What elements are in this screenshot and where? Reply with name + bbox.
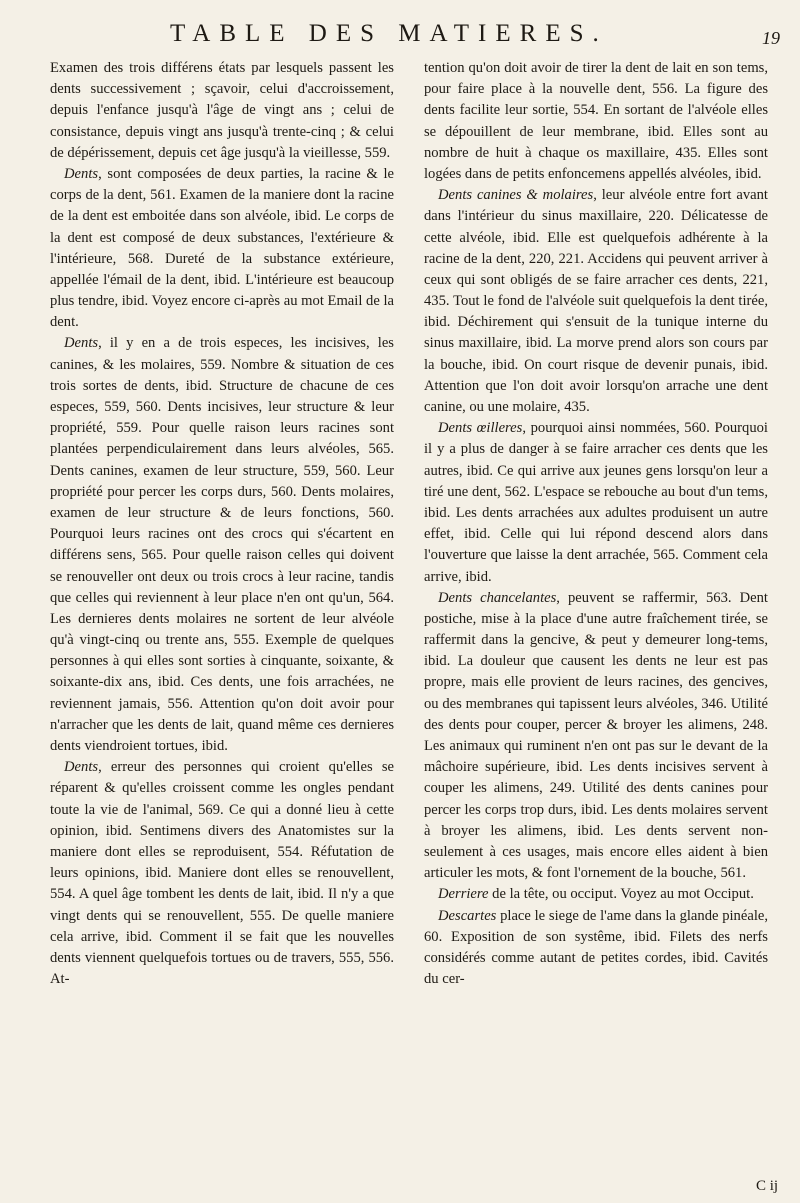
entry-headword: Dents	[64, 335, 99, 352]
entry-paragraph: Descartes place le siege de l'ame dans la glande pinéale, 60. Exposition de son systême, ibid. Filets des nerfs considérés comme autant de petites cordes, ibid. Cavités du cer-	[424, 907, 768, 988]
entry-paragraph: Dents, il y en a de trois especes, les incisives, les canines, & les molaires, 559. Nombre & situation de ces trois sortes de dents, ibid. Structure de chacune de ces especes, 559, 560. Dents incisives, leur structure & leur propriété, 559. Pour quelle raison leurs racines sont plantées perpendiculairement dans leurs alvéoles, 565. Dents canines, examen de leur structure, 559, 560. Leur propriété pour percer les corps durs, 560. Dents molaires, examen de leur structure & de leurs fonctions, 560. Pourquoi leurs racines ont des crocs qui s'écartent en différens sens, 565. Pour quelle raison celles qui doivent se renouveller ont deux ou trois crocs à leur racine, tandis que celles qui reviennent à leur place n'en ont qu'un, 564. Les dernieres dents molaires ne sortent de leur alvéole qu'à vingt-cinq ou trente ans, 555. Exemple de quelques personnes à qui elles sont sorties à cinquante, soixante, & soixante-dix ans, ibid. Ces dents, une fois arrachées, ne reviennent jamais, 556. Attention qu'on doit avoir pour n'arracher que les dents de lait, quand même ces dernieres dents viendroient tortues, ibid.	[50, 335, 394, 754]
right-column	[424, 58, 768, 990]
entry-headword: Derriere	[438, 886, 489, 903]
entry-paragraph: Dents, sont composées de deux parties, la racine & le corps de la dent, 561. Examen de la maniere dont la racine de la dent est emboitée dans son alvéole, ibid. Le corps de la dent est composé de deux substances, l'extérieure & l'intérieure, 568. Dureté de la substance extérieure, appellée l'émail de la dent, ibid. L'intérieure est beaucoup plus tendre, ibid. Voyez encore ci-après au mot Email de la dent.	[50, 165, 394, 331]
entry-paragraph: Examen des trois différens états par lesquels passent les dents successivement ; sçavoir, celui d'accroissement, depuis l'enfance jusqu'à l'âge de vingt ans ; celui de consistance, depuis vingt ans jusqu'à trente-cinq ; & celui de dépérissement, depuis cet âge jusqu'à la vieillesse, 559.	[50, 60, 394, 161]
entry-paragraph: Dents, erreur des personnes qui croient qu'elles se réparent & qu'elles croissent comme les ongles pendant toute la vie de l'animal, 569. Ce qui a donné lieu à cette opinion, ibid. Sentimens divers des Anatomistes sur la maniere dont elles se reproduisent, 554. Réfutation de leurs opinions, ibid. Maniere dont elles se renouvellent, 554. A quel âge tombent les dents de lait, ibid. Il n'y a que vingt dents qui se renouvellent, 555. De quelle maniere cela arrive, ibid. Comment il se fait que les nouvelles dents viennent quelquefois tortues ou de travers, 555, 556. At-	[50, 759, 394, 988]
entry-paragraph: Derriere de la tête, ou occiput. Voyez au mot Occiput.	[438, 886, 754, 903]
catchword-signature: C ij	[756, 1178, 779, 1194]
entry-paragraph: tention qu'on doit avoir de tirer la dent de lait en son tems, pour faire place à la nouvelle dent, 556. La figure des dents facilite leur sortie, 554. En sortant de l'alvéole elles se dépouillent de leur membrane, ibid. Elles sont au nombre de huit à chaque os maxillaire, 435. Elles sont logées dans de petits enfoncemens appellés alvéoles, ibid.	[424, 60, 768, 182]
entry-paragraph: Dents chancelantes, peuvent se raffermir, 563. Dent postiche, mise à la place d'une autre fraîchement tirée, se raffermit dans la gencive, & peut y demeurer long-tems, ibid. La douleur que causent les dents ne leur est pas propre, mais elle provient de leurs racines, des gencives, ou des membranes qui tapissent leurs alvéoles, 346. Utilité des dents pour couper, percer & broyer les alimens, 248. Les animaux qui ruminent n'en ont pas sur le devant de la mâchoire supérieure, ibid. Les dents incisives servent à couper les alimens, 249. Utilité des dents canines pour percer les corps trop durs, ibid. Les dents molaires servent à broyer les alimens, ibid. Les dents servent non-seulement à ces usages, mais encore elles aident à bien articuler les mots, & font l'ornement de la bouche, 561.	[424, 589, 768, 882]
entry-headword: Dents chancelantes	[438, 589, 557, 606]
entry-paragraph: Dents œilleres, pourquoi ainsi nommées, 560. Pourquoi il y a plus de danger à se faire arracher ces dents que les autres, ibid. Ce qui arrive aux jeunes gens lorsqu'on leur a tiré une dent, 562. L'espace se rebouche au bout d'un tems, ibid. Les dents arrachées aux adultes produisent un autre effet, ibid. Celle qui lui répond descend alors dans l'ouverture que laisse la dent arrachée, 565. Comment cela arrive, ibid.	[424, 420, 768, 585]
entry-headword: Dents	[64, 165, 99, 182]
entry-headword: Dents canines & molaires	[438, 187, 594, 204]
page-number: 19	[762, 28, 780, 48]
entry-headword: Dents	[64, 759, 99, 776]
entry-headword: Dents œilleres	[438, 420, 523, 437]
entry-headword: Descartes	[438, 907, 497, 924]
page-header	[40, 20, 780, 60]
left-column	[50, 58, 394, 990]
entry-paragraph: Dents canines & molaires, leur alvéole entre fort avant dans l'intérieur du sinus maxillaire, 220. Délicatesse de cette alvéole, ibid. Elle est quelquefois adhérente à la racine de la dent, 220, 221. Accidens qui peuvent arriver à ceux qui sont obligés de se faire arracher ces dents, 221, 435. Tout le fond de l'alvéole suit quelquefois la dent tirée, ibid. Déchirement qui s'ensuit de la tunique interne du sinus maxillaire, ibid. La morve prend alors son cours par la bouche, ibid. On court risque de devenir punais, ibid. Attention que l'on doit avoir lorsqu'on arrache une dent canine, ou une molaire, 435.	[424, 187, 768, 415]
running-head: TABLE DES MATIERES.	[170, 20, 608, 47]
